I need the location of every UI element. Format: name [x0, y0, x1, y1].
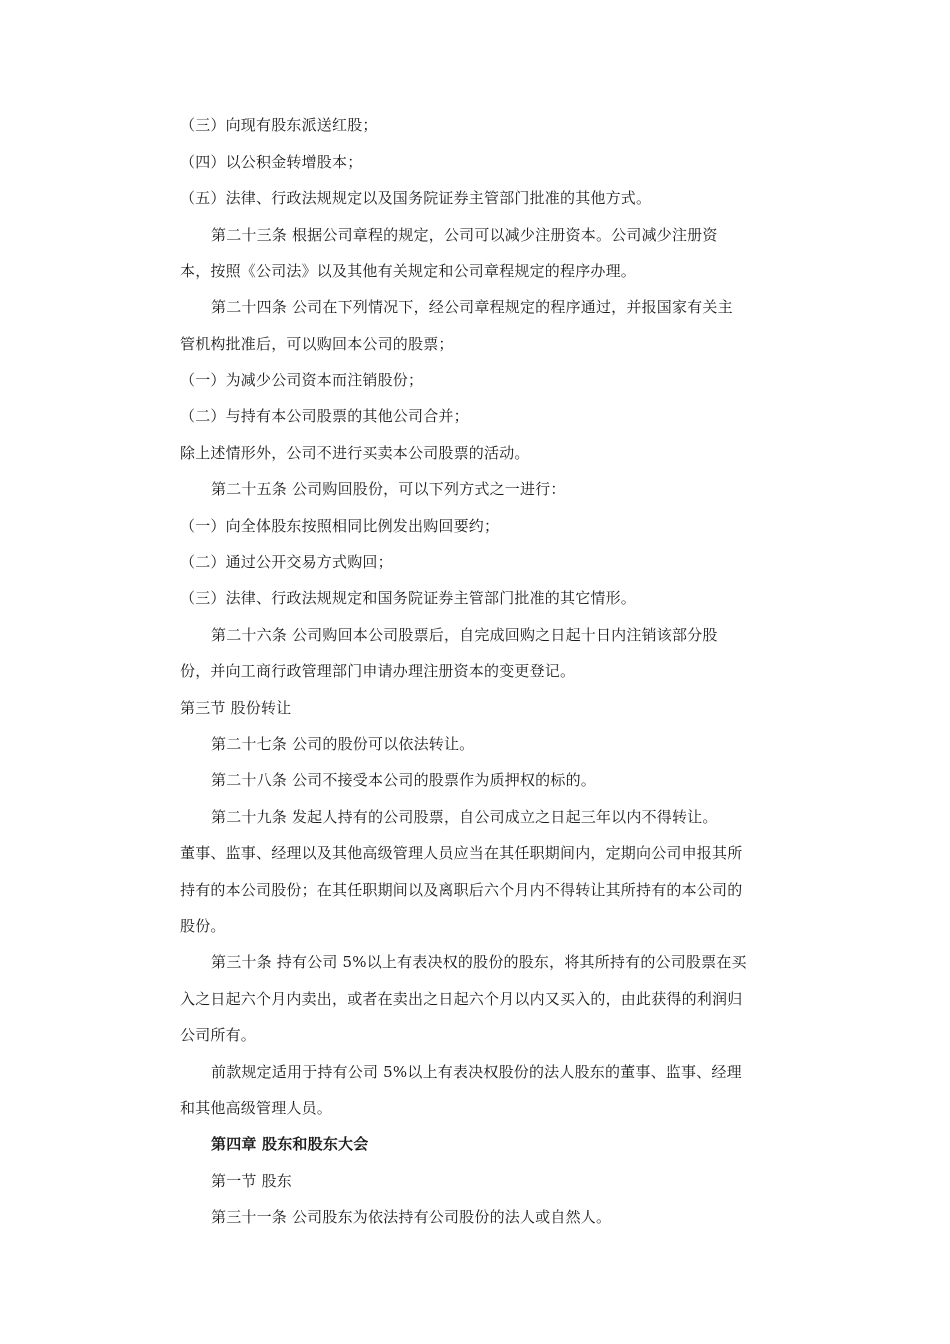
text-line: 入之日起六个月内卖出，或者在卖出之日起六个月以内又买入的，由此获得的利润归: [180, 990, 743, 1008]
text-line: 管机构批准后，可以购回本公司的股票；: [180, 335, 454, 353]
section-heading: 第三节 股份转让: [180, 699, 292, 717]
article-heading-line: 第二十四条 公司在下列情况下，经公司章程规定的程序通过，并报国家有关主: [211, 298, 733, 316]
article-heading-line: 第二十三条 根据公司章程的规定，公司可以减少注册资本。公司减少注册资: [211, 226, 718, 244]
text-line: 股份。: [180, 917, 226, 935]
text-line: 除上述情形外，公司不进行买卖本公司股票的活动。: [180, 444, 530, 462]
article-heading-line: 第三十一条 公司股东为依法持有公司股份的法人或自然人。: [211, 1208, 612, 1226]
text-line: 本，按照《公司法》以及其他有关规定和公司章程规定的程序办理。: [180, 262, 637, 280]
text-line: 份，并向工商行政管理部门申请办理注册资本的变更登记。: [180, 662, 576, 680]
article-heading-line: 第三十条 持有公司 5%以上有表决权的股份的股东，将其所持有的公司股票在买: [211, 953, 747, 971]
text-line: （一）向全体股东按照相同比例发出购回要约；: [180, 517, 500, 535]
section-heading: 第一节 股东: [211, 1172, 292, 1190]
article-heading-line: 第二十九条 发起人持有的公司股票，自公司成立之日起三年以内不得转让。: [211, 808, 718, 826]
paragraph-line: 前款规定适用于持有公司 5%以上有表决权股份的法人股东的董事、监事、经理: [211, 1063, 742, 1081]
text-line: （三）向现有股东派送红股；: [180, 116, 378, 134]
text-line: （二）与持有本公司股票的其他公司合并；: [180, 407, 469, 425]
chapter-heading: 第四章 股东和股东大会: [211, 1135, 369, 1153]
text-line: （四）以公积金转增股本；: [180, 153, 363, 171]
text-line: 公司所有。: [180, 1026, 257, 1044]
text-line: （一）为减少公司资本而注销股份；: [180, 371, 424, 389]
article-heading-line: 第二十六条 公司购回本公司股票后，自完成回购之日起十日内注销该部分股: [211, 626, 718, 644]
text-line: 和其他高级管理人员。: [180, 1099, 333, 1117]
article-heading-line: 第二十七条 公司的股份可以依法转让。: [211, 735, 475, 753]
text-line: （二）通过公开交易方式购回；: [180, 553, 393, 571]
text-line: （五）法律、行政法规规定以及国务院证券主管部门批准的其他方式。: [180, 189, 652, 207]
text-line: （三）法律、行政法规规定和国务院证券主管部门批准的其它情形。: [180, 589, 637, 607]
article-heading-line: 第二十五条 公司购回股份，可以下列方式之一进行：: [211, 480, 566, 498]
article-heading-line: 第二十八条 公司不接受本公司的股票作为质押权的标的。: [211, 771, 596, 789]
text-line: 持有的本公司股份；在其任职期间以及离职后六个月内不得转让其所持有的本公司的: [180, 881, 743, 899]
text-line: 董事、监事、经理以及其他高级管理人员应当在其任职期间内，定期向公司申报其所: [180, 844, 743, 862]
